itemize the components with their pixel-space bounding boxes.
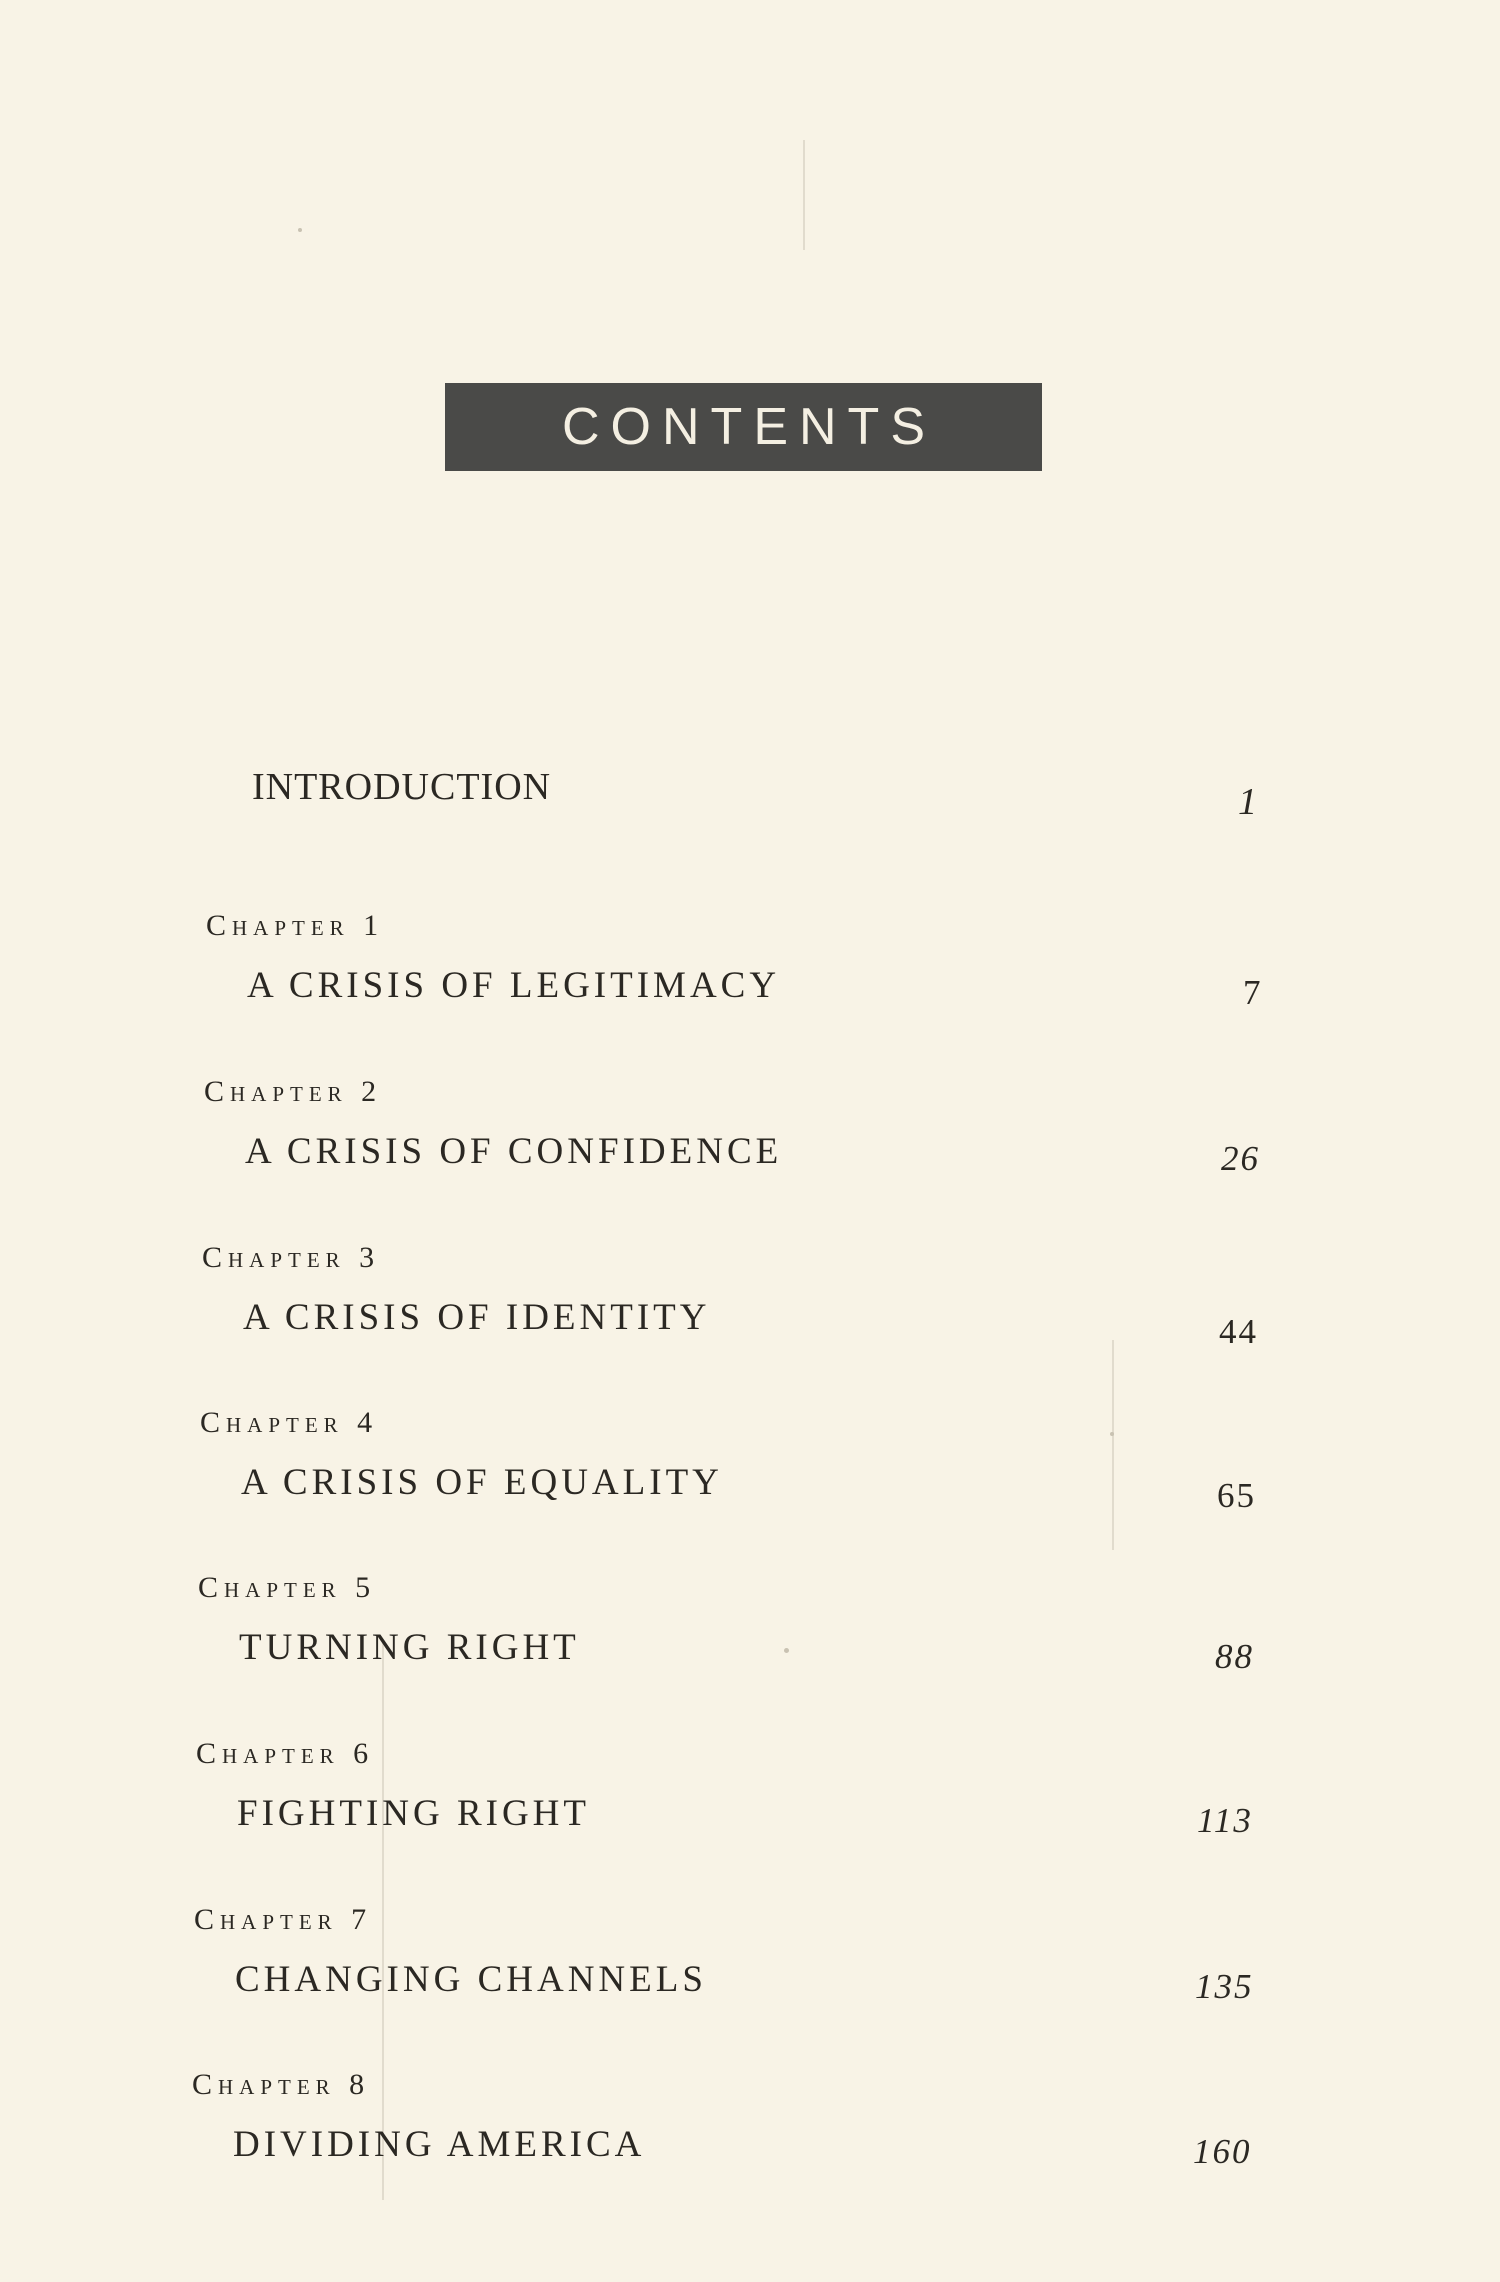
- contents-title-box: [445, 383, 1042, 471]
- chapter-entry: [206, 911, 780, 1004]
- chapter-page-number: 44: [1219, 1312, 1258, 1351]
- chapter-title: CHANGING CHANNELS: [235, 1959, 707, 2000]
- chapter-heading: Chapter 8: [192, 2068, 371, 2101]
- chapter-entry: [202, 1243, 711, 1336]
- chapter-title: A CRISIS OF IDENTITY: [243, 1297, 711, 1338]
- chapter-title: TURNING RIGHT: [239, 1627, 580, 1668]
- chapter-heading: Chapter 4: [200, 1406, 379, 1439]
- chapter-entry: [200, 1408, 723, 1501]
- chapter-entry: [194, 1905, 707, 1998]
- chapter-page-number: 65: [1217, 1476, 1256, 1515]
- chapter-heading: Chapter 2: [204, 1075, 383, 1108]
- chapter-page-number: 7: [1243, 973, 1263, 1012]
- introduction-label: INTRODUCTION: [252, 766, 552, 808]
- chapter-title: A CRISIS OF EQUALITY: [241, 1462, 723, 1503]
- introduction-page-number: 1: [1238, 781, 1257, 823]
- paper-speck: [298, 228, 302, 232]
- chapter-entry: [204, 1077, 782, 1170]
- chapter-entry: [192, 2070, 645, 2163]
- chapter-title: A CRISIS OF CONFIDENCE: [245, 1131, 783, 1172]
- chapter-entry: [196, 1739, 590, 1832]
- paper-speck: [784, 1648, 789, 1653]
- chapter-heading: Chapter 6: [196, 1737, 375, 1770]
- chapter-page-number: 88: [1215, 1637, 1254, 1676]
- chapter-page-number: 135: [1195, 1967, 1254, 2006]
- chapter-title: A CRISIS OF LEGITIMACY: [247, 965, 781, 1006]
- paper-crease: [803, 140, 805, 250]
- chapter-page-number: 26: [1221, 1139, 1260, 1178]
- chapter-title: DIVIDING AMERICA: [233, 2124, 646, 2165]
- paper-speck: [1110, 1432, 1114, 1436]
- chapter-heading: Chapter 1: [206, 909, 385, 942]
- chapter-page-number: 113: [1197, 1801, 1253, 1840]
- paper-crease: [1112, 1340, 1114, 1550]
- chapter-heading: Chapter 7: [194, 1903, 373, 1936]
- chapter-page-number: 160: [1193, 2132, 1252, 2171]
- chapter-heading: Chapter 3: [202, 1241, 381, 1274]
- chapter-heading: Chapter 5: [198, 1571, 377, 1604]
- chapter-entry: [198, 1573, 580, 1666]
- chapter-title: FIGHTING RIGHT: [237, 1793, 590, 1834]
- page-title: CONTENTS: [562, 398, 936, 456]
